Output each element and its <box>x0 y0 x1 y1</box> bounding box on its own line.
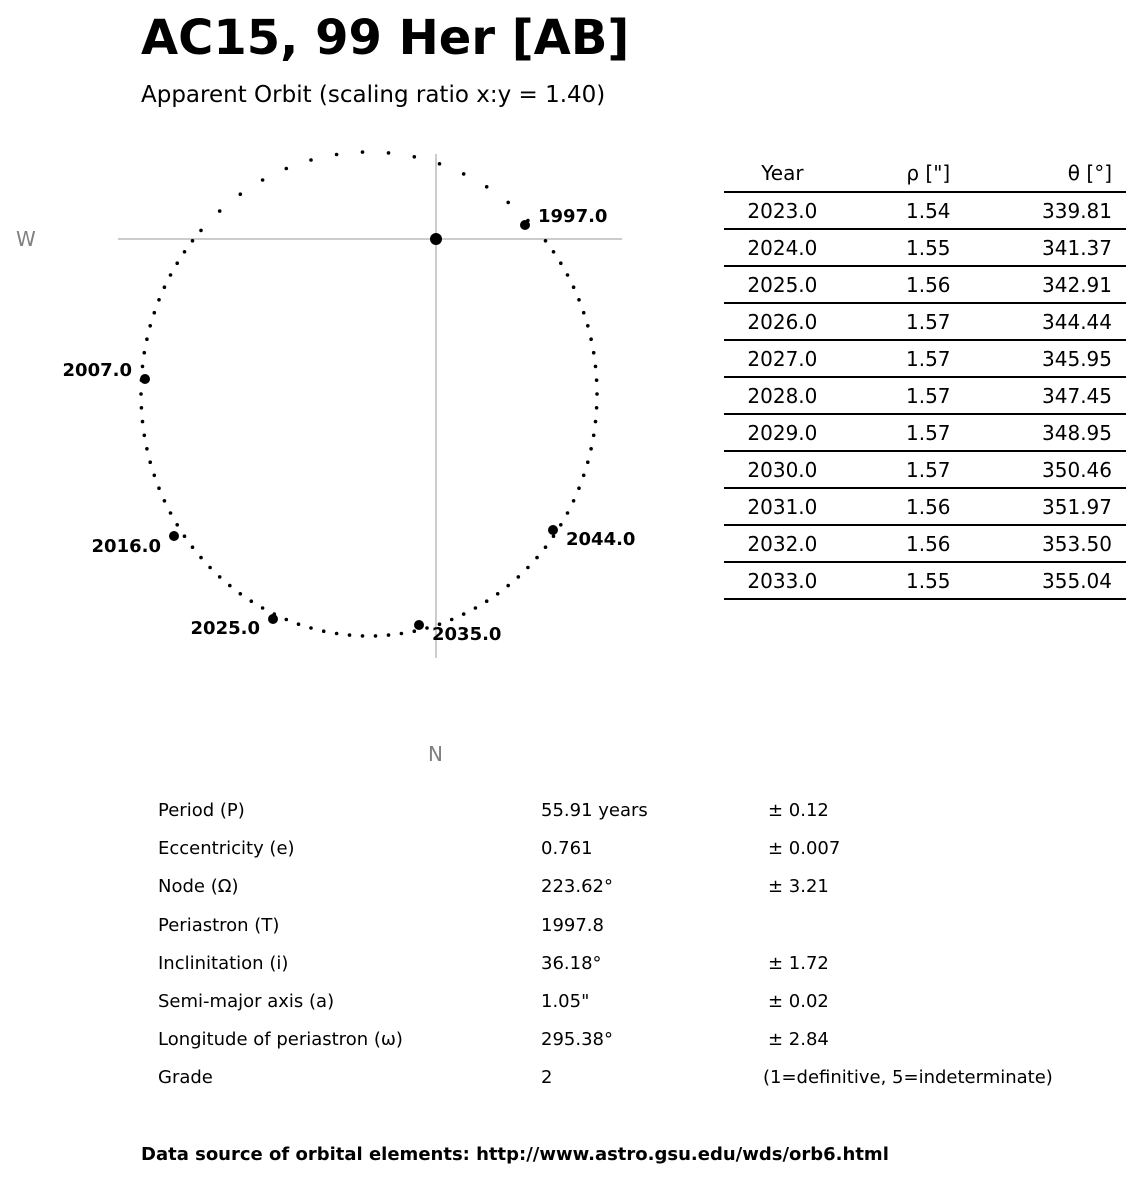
epoch-label: 2007.0 <box>62 360 132 381</box>
cell-rho: 1.57 <box>841 303 1016 340</box>
epoch-markers <box>63 206 636 645</box>
element-name: Longitude of periastron (ω) <box>158 1029 403 1051</box>
epoch-label: 1997.0 <box>538 206 608 227</box>
header-rho: ρ ["] <box>841 154 1016 192</box>
element-error: ± 3.21 <box>768 876 829 898</box>
cell-rho: 1.57 <box>841 414 1016 451</box>
table-row <box>724 562 1126 599</box>
orbit-dot <box>141 420 145 424</box>
cell-theta: 351.97 <box>1016 488 1126 525</box>
orbit-dot <box>595 378 599 382</box>
orbit-dot <box>506 584 510 588</box>
cell-year: 2026.0 <box>724 303 841 340</box>
orbit-dot <box>261 606 265 610</box>
cell-theta: 347.45 <box>1016 377 1126 414</box>
orbit-dot <box>285 167 289 171</box>
orbit-dot <box>589 447 593 451</box>
orbit-dot <box>594 365 598 369</box>
orbital-elements <box>0 794 1141 1100</box>
element-error: ± 0.007 <box>768 838 841 860</box>
orbit-dot <box>450 618 454 622</box>
orbit-dot <box>572 285 576 289</box>
orbit-dot <box>474 606 478 610</box>
element-value: 1997.8 <box>541 914 604 936</box>
element-value: 36.18° <box>541 952 602 974</box>
cell-rho: 1.57 <box>841 377 1016 414</box>
epoch-label: 2035.0 <box>432 624 502 645</box>
header-year: Year <box>724 154 841 192</box>
table-row <box>724 266 1126 303</box>
orbit-dot <box>566 511 570 515</box>
orbit-dot <box>566 273 570 277</box>
orbit-dot <box>145 337 149 341</box>
orbit-dot <box>199 556 203 560</box>
cell-rho: 1.57 <box>841 340 1016 377</box>
orbit-dot <box>175 523 179 527</box>
cell-theta: 350.46 <box>1016 451 1126 488</box>
chart-subtitle: Apparent Orbit (scaling ratio x:y = 1.40) <box>141 82 606 108</box>
cell-year: 2028.0 <box>724 377 841 414</box>
orbit-dot <box>309 626 313 630</box>
orbit-dot <box>462 612 466 616</box>
orbit-dot <box>592 351 596 355</box>
element-row <box>0 870 1141 908</box>
epoch-marker <box>268 614 278 624</box>
orbit-dot <box>577 486 581 490</box>
cell-theta: 341.37 <box>1016 229 1126 266</box>
orbit-dot <box>218 209 222 213</box>
orbit-dot <box>208 566 212 570</box>
ephemeris-table <box>724 154 1126 600</box>
orbit-dot <box>250 599 254 603</box>
orbit-dot <box>157 486 161 490</box>
element-row <box>0 985 1141 1023</box>
orbit-dot <box>559 261 563 265</box>
cell-theta: 353.50 <box>1016 525 1126 562</box>
orbit-dot <box>462 172 466 176</box>
cell-rho: 1.56 <box>841 488 1016 525</box>
west-label: W <box>16 227 36 251</box>
table-row <box>724 414 1126 451</box>
cell-year: 2030.0 <box>724 451 841 488</box>
epoch-label: 2016.0 <box>91 536 161 557</box>
orbit-dot <box>496 592 500 596</box>
cell-theta: 345.95 <box>1016 340 1126 377</box>
element-error: ± 2.84 <box>768 1029 829 1051</box>
cell-rho: 1.56 <box>841 266 1016 303</box>
element-value: 223.62° <box>541 876 613 898</box>
cell-year: 2029.0 <box>724 414 841 451</box>
orbit-dot <box>239 592 243 596</box>
cell-year: 2025.0 <box>724 266 841 303</box>
element-name: Grade <box>158 1067 213 1089</box>
cell-theta: 339.81 <box>1016 192 1126 229</box>
orbit-dot <box>374 634 378 638</box>
cell-rho: 1.56 <box>841 525 1016 562</box>
orbit-dot <box>595 406 599 410</box>
epoch-marker <box>548 525 558 535</box>
element-row <box>0 1061 1141 1099</box>
epoch-label: 2025.0 <box>190 618 260 639</box>
orbit-dot <box>387 151 391 155</box>
cell-theta: 355.04 <box>1016 562 1126 599</box>
orbit-dot <box>582 474 586 478</box>
north-label: N <box>428 742 443 766</box>
chart-title: AC15, 99 Her [AB] <box>141 10 630 66</box>
element-value: 2 <box>541 1067 553 1089</box>
orbit-plot <box>0 140 700 780</box>
epoch-marker <box>414 620 424 630</box>
orbit-dot <box>592 434 596 438</box>
orbit-dot <box>438 162 442 166</box>
header-theta: θ [°] <box>1016 154 1126 192</box>
epoch-marker <box>520 220 530 230</box>
orbit-dot <box>559 523 563 527</box>
element-name: Eccentricity (e) <box>158 838 295 860</box>
orbit-dot <box>348 633 352 637</box>
orbit-dot <box>153 474 157 478</box>
orbit-dot <box>526 566 530 570</box>
orbit-dot <box>218 575 222 579</box>
table-row <box>724 488 1126 525</box>
orbit-dot <box>425 626 429 630</box>
element-name: Inclinitation (i) <box>158 952 289 974</box>
orbit-dot <box>544 545 548 549</box>
orbit-dot <box>413 155 417 159</box>
orbit-dot <box>387 633 391 637</box>
orbit-dot <box>169 273 173 277</box>
orbit-dot <box>191 239 195 243</box>
orbit-dot <box>141 365 145 369</box>
element-name: Semi-major axis (a) <box>158 990 335 1012</box>
orbit-dot <box>183 534 187 538</box>
cell-rho: 1.55 <box>841 562 1016 599</box>
element-error: ± 0.12 <box>768 800 829 821</box>
table-header-row <box>724 154 1126 192</box>
element-value: 55.91 years <box>541 800 648 821</box>
cell-rho: 1.55 <box>841 229 1016 266</box>
orbit-dot <box>335 153 339 157</box>
element-error: ± 1.72 <box>768 952 829 974</box>
element-row <box>0 832 1141 870</box>
cell-rho: 1.57 <box>841 451 1016 488</box>
element-row <box>0 794 1141 832</box>
orbit-dot <box>506 201 510 205</box>
orbit-dot <box>594 420 598 424</box>
cell-theta: 342.91 <box>1016 266 1126 303</box>
orbit-dot <box>191 545 195 549</box>
cell-rho: 1.54 <box>841 192 1016 229</box>
element-row <box>0 909 1141 947</box>
orbit-path <box>139 150 599 637</box>
table-row <box>724 377 1126 414</box>
orbit-dot <box>143 351 147 355</box>
epoch-marker <box>169 531 179 541</box>
element-value: 1.05" <box>541 990 590 1012</box>
epoch-label: 2044.0 <box>566 529 636 550</box>
orbit-dot <box>586 460 590 464</box>
cell-theta: 344.44 <box>1016 303 1126 340</box>
element-name: Periastron (T) <box>158 914 280 936</box>
orbit-dot <box>143 434 147 438</box>
primary-star <box>430 233 442 245</box>
orbit-dot <box>309 158 313 162</box>
orbit-dot <box>485 599 489 603</box>
table-row <box>724 229 1126 266</box>
table-row <box>724 451 1126 488</box>
table-row <box>724 525 1126 562</box>
orbit-dot <box>322 629 326 633</box>
data-source-footer: Data source of orbital elements: http://www.astro.gsu.edu/wds/orb6.html <box>141 1144 889 1165</box>
element-error: ± 0.02 <box>768 990 829 1012</box>
orbit-dot <box>145 447 149 451</box>
orbit-dot <box>157 298 161 302</box>
element-error: (1=definitive, 5=indeterminate) <box>763 1067 1053 1089</box>
orbit-dot <box>261 178 265 182</box>
orbit-dot <box>183 250 187 254</box>
orbit-dot <box>595 392 599 396</box>
cell-year: 2027.0 <box>724 340 841 377</box>
orbit-dot <box>485 185 489 189</box>
cell-theta: 348.95 <box>1016 414 1126 451</box>
orbit-dot <box>586 324 590 328</box>
element-name: Node (Ω) <box>158 876 239 898</box>
orbit-dot <box>148 324 152 328</box>
orbit-dot <box>577 298 581 302</box>
table-row <box>724 192 1126 229</box>
orbit-dot <box>297 622 301 626</box>
orbit-dot <box>535 556 539 560</box>
orbit-dot <box>163 285 167 289</box>
element-row <box>0 1023 1141 1061</box>
orbit-dot <box>361 634 365 638</box>
orbit-dot <box>239 192 243 196</box>
orbit-dot <box>517 575 521 579</box>
orbit-dot <box>228 584 232 588</box>
orbit-dot <box>361 150 365 154</box>
orbit-dot <box>544 239 548 243</box>
orbit-dot <box>589 337 593 341</box>
orbit-dot <box>139 392 143 396</box>
element-row <box>0 947 1141 985</box>
element-value: 0.761 <box>541 838 593 860</box>
orbit-dot <box>552 250 556 254</box>
cell-year: 2031.0 <box>724 488 841 525</box>
orbit-dot <box>153 311 157 315</box>
orbit-dot <box>140 406 144 410</box>
epoch-marker <box>140 374 150 384</box>
orbit-dot <box>335 632 339 636</box>
element-name: Period (P) <box>158 800 245 821</box>
orbit-dot <box>413 629 417 633</box>
element-value: 295.38° <box>541 1029 613 1051</box>
orbit-dot <box>169 511 173 515</box>
cell-year: 2032.0 <box>724 525 841 562</box>
orbit-dot <box>572 499 576 503</box>
cell-year: 2033.0 <box>724 562 841 599</box>
orbit-dot <box>285 618 289 622</box>
orbit-dot <box>163 499 167 503</box>
orbit-dot <box>148 460 152 464</box>
table-row <box>724 303 1126 340</box>
table-row <box>724 340 1126 377</box>
orbit-dot <box>175 261 179 265</box>
cell-year: 2023.0 <box>724 192 841 229</box>
orbit-dot <box>582 311 586 315</box>
orbit-dot <box>400 632 404 636</box>
orbit-dot <box>199 229 203 233</box>
cell-year: 2024.0 <box>724 229 841 266</box>
